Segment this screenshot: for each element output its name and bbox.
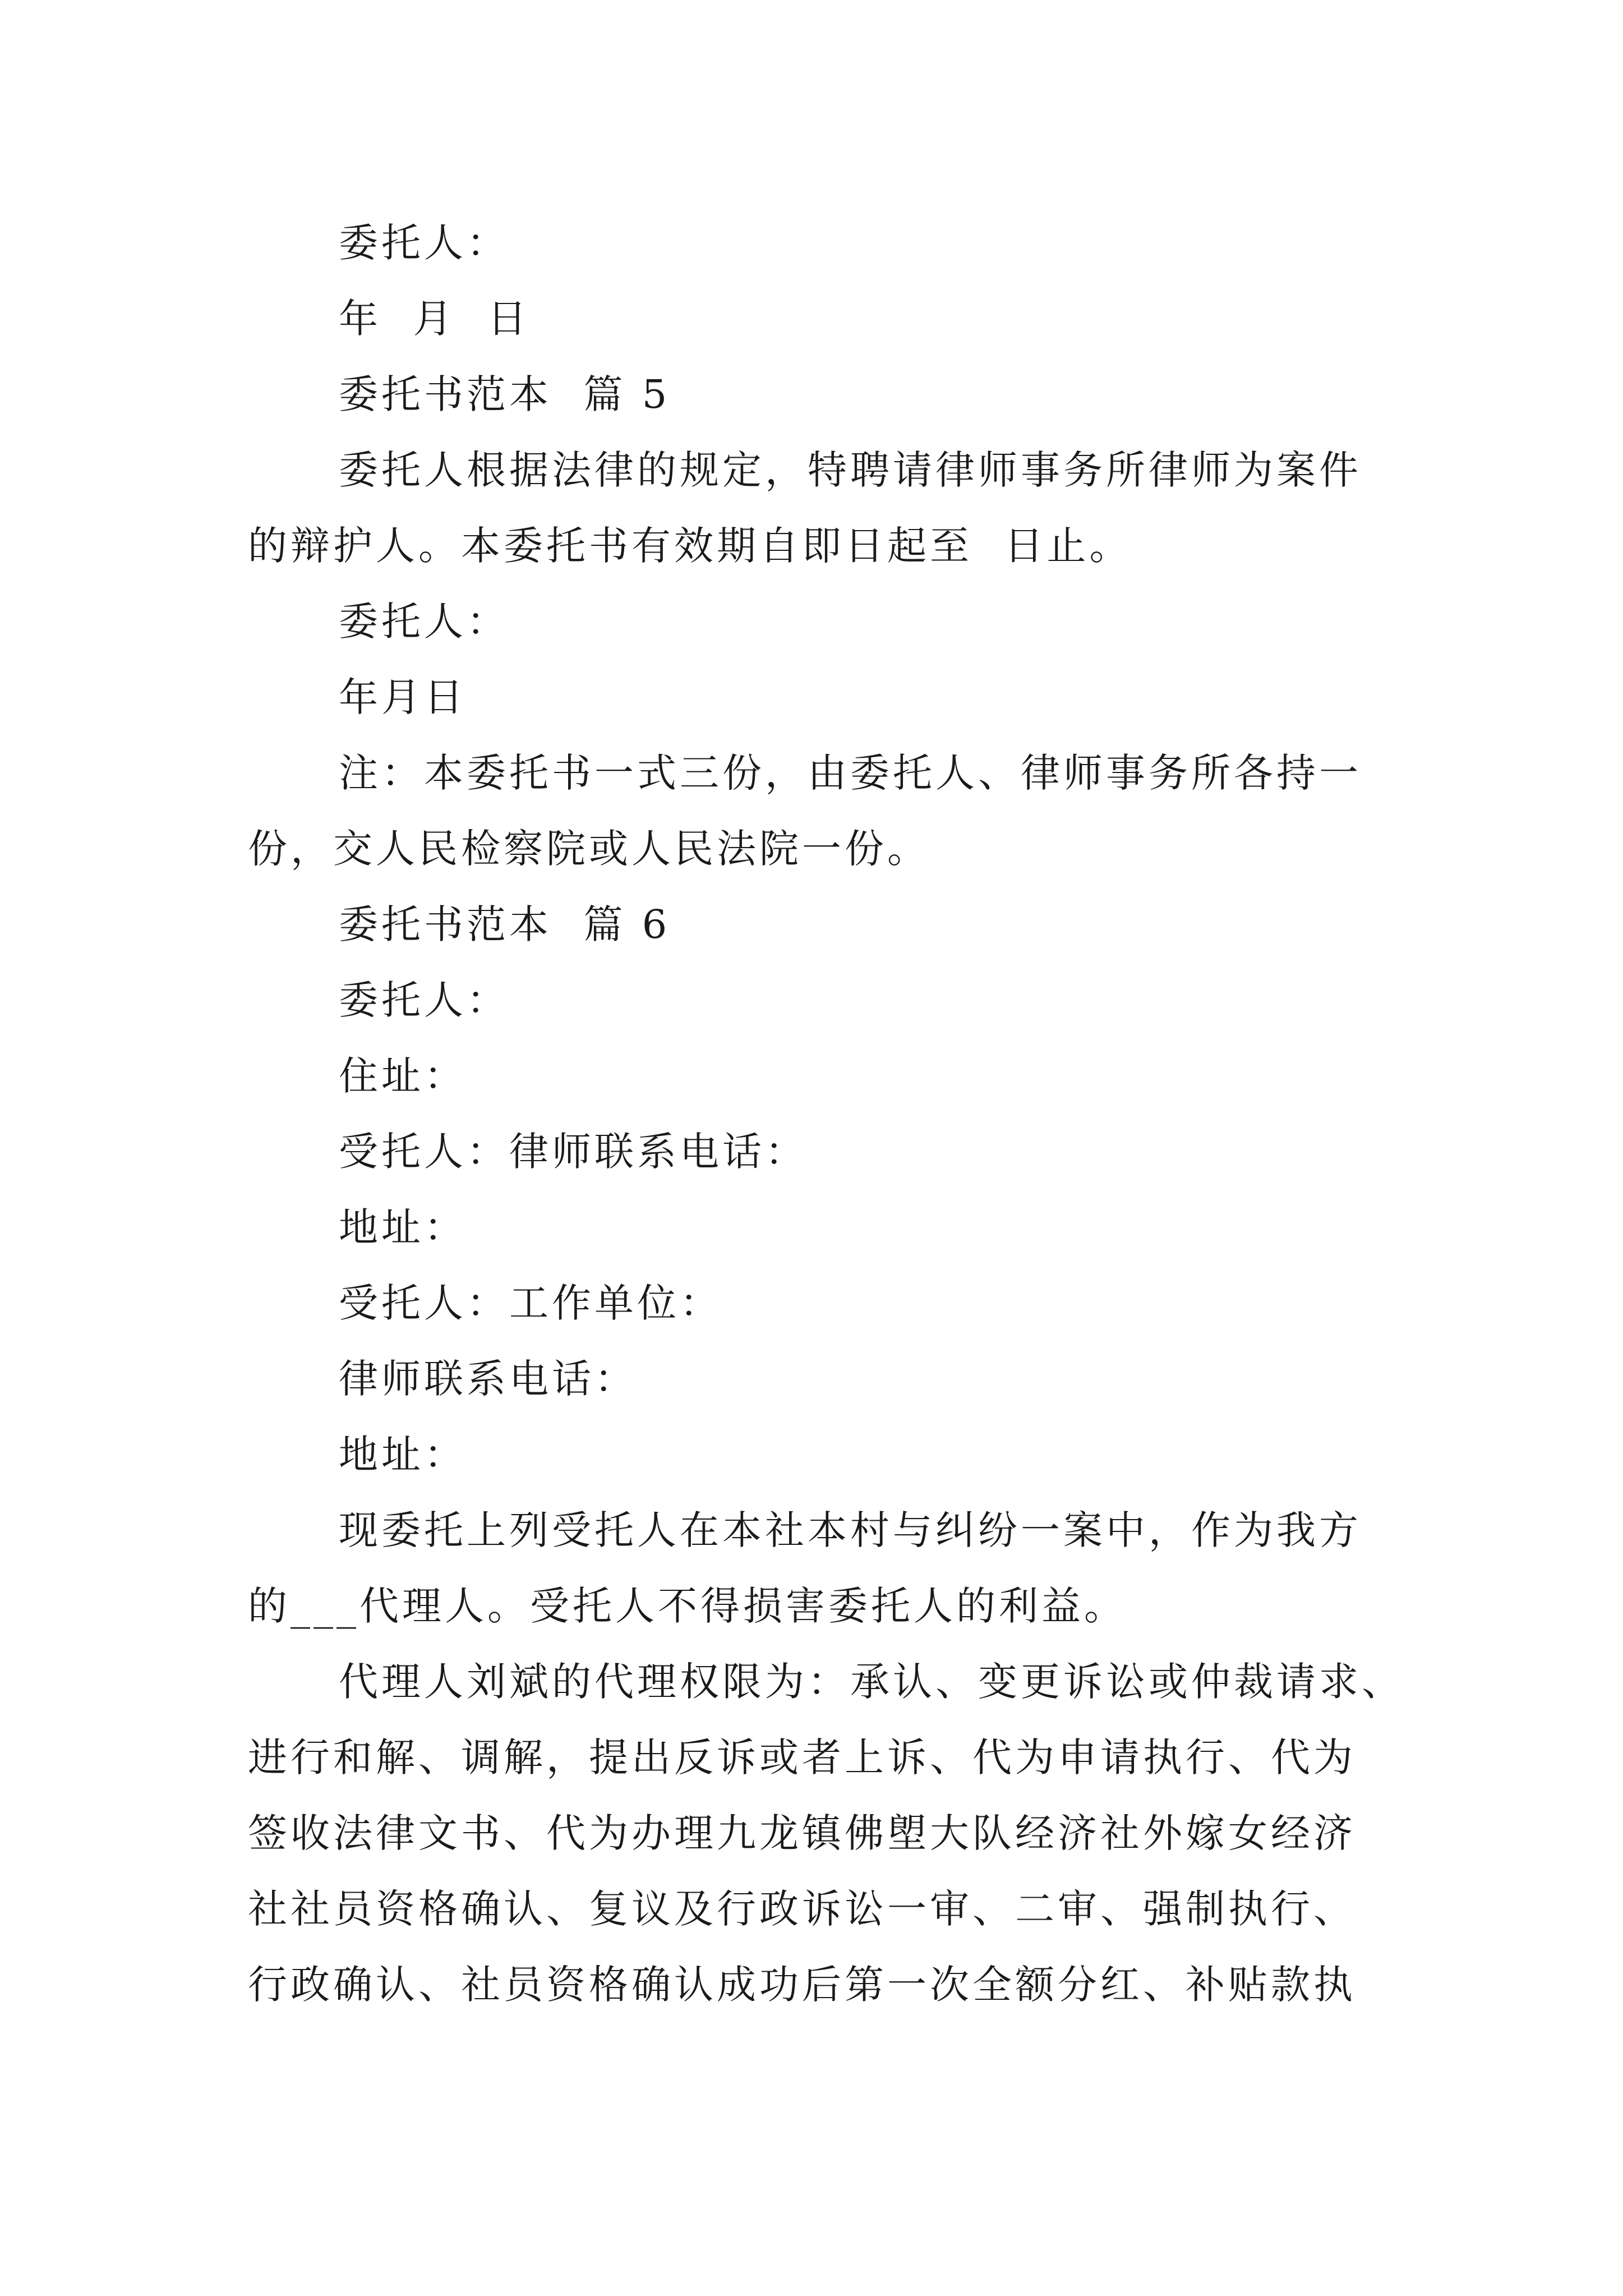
text-line: 委托人： — [339, 220, 509, 266]
text-line: 委托人： — [339, 977, 509, 1023]
section-heading: 委托书范本 篇 6 — [339, 901, 671, 947]
text-line: 委托人根据法律的规定，特聘请律师事务所律师为案件 — [339, 447, 1362, 493]
text-line: 的辩护人。本委托书有效期自即日起至 日止。 — [248, 523, 1132, 569]
text-line: 注：本委托书一式三份，由委托人、律师事务所各持一 — [339, 750, 1362, 796]
text-line: 受托人：律师联系电话： — [339, 1129, 808, 1175]
text-line: 社社员资格确认、复议及行政诉讼一审、二审、强制执行、 — [248, 1886, 1356, 1932]
text-line: 的___代理人。受托人不得损害委托人的利益。 — [248, 1583, 1127, 1629]
text-line: 受托人：工作单位： — [339, 1280, 722, 1326]
text-line: 委托人： — [339, 599, 509, 645]
text-line: 代理人刘斌的代理权限为：承认、变更诉讼或仲裁请求、 — [339, 1659, 1404, 1705]
text-line: 行政确认、社员资格确认成功后第一次全额分红、补贴款执 — [248, 1962, 1356, 2008]
text-line: 住址： — [339, 1053, 467, 1099]
text-line: 进行和解、调解，提出反诉或者上诉、代为申请执行、代为 — [248, 1734, 1356, 1780]
section-heading: 委托书范本 篇 5 — [339, 371, 671, 417]
text-line: 年月日 — [339, 674, 467, 720]
text-line: 年 月 日 — [339, 296, 531, 342]
text-line: 签收法律文书、代为办理九龙镇佛塱大队经济社外嫁女经济 — [248, 1810, 1356, 1856]
text-line: 地址： — [339, 1432, 467, 1478]
text-line: 现委托上列受托人在本社本村与纠纷一案中，作为我方 — [339, 1507, 1362, 1553]
text-line: 律师联系电话： — [339, 1356, 637, 1402]
text-line: 地址： — [339, 1204, 467, 1250]
text-line: 份，交人民检察院或人民法院一份。 — [248, 826, 930, 872]
